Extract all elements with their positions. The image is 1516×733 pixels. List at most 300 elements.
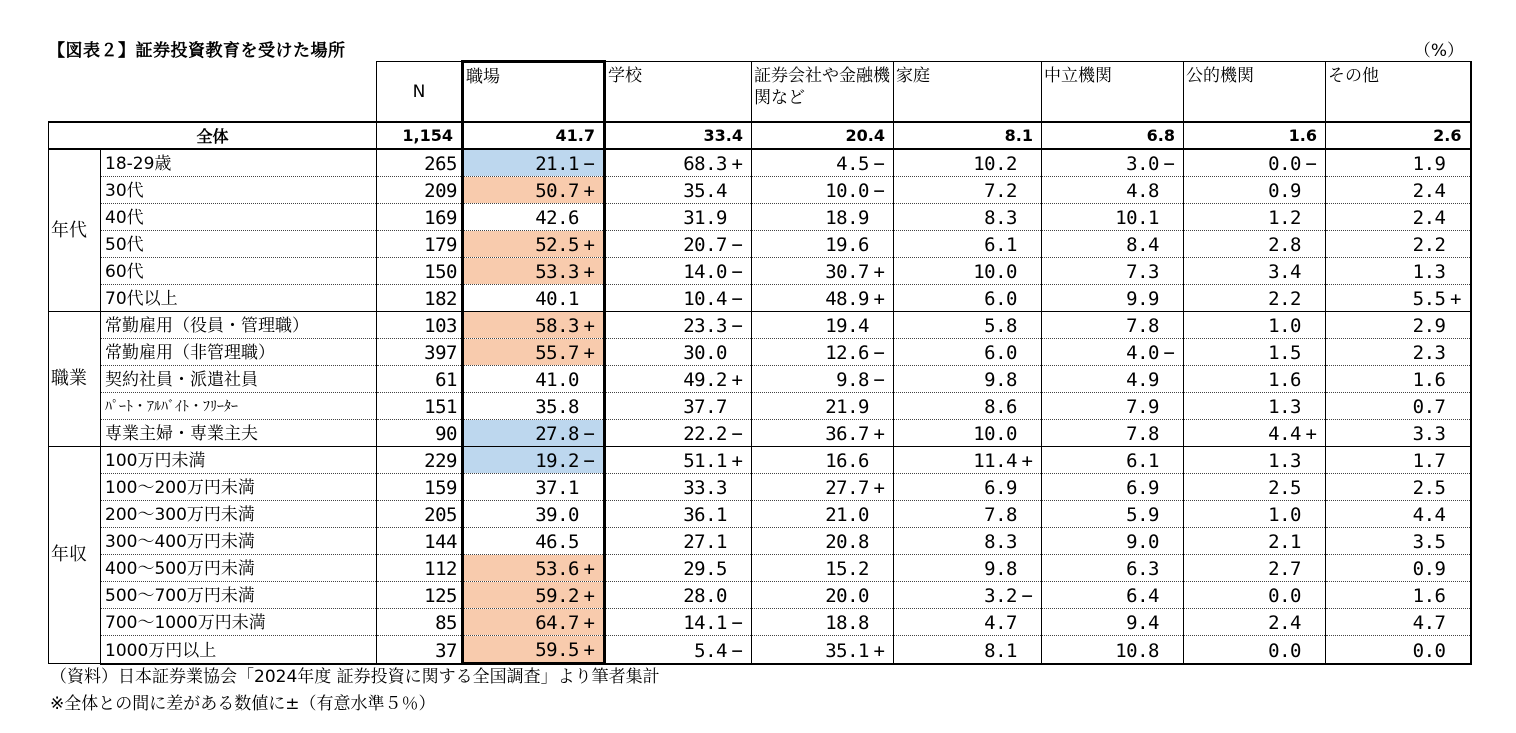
cell-neutral-org bbox=[1042, 609, 1184, 636]
cell-value: 37.1 bbox=[535, 477, 579, 499]
table-row bbox=[49, 447, 1471, 474]
cell-value: 4.0 bbox=[1126, 342, 1159, 364]
cell-value: 20.8 bbox=[825, 531, 869, 553]
cell-school bbox=[605, 420, 752, 447]
cell-value: 8.3 bbox=[984, 207, 1017, 229]
cell-school bbox=[605, 582, 752, 609]
cell-securities-firm bbox=[752, 149, 894, 177]
cell-value: 6.4 bbox=[1126, 585, 1159, 607]
table-row bbox=[49, 636, 1471, 664]
cell-workplace bbox=[463, 258, 605, 285]
table-row bbox=[49, 231, 1471, 258]
cell-neutral-org bbox=[1042, 177, 1184, 204]
significance-mark: + bbox=[873, 288, 885, 310]
significance-mark: − bbox=[731, 261, 743, 283]
cell-public-org bbox=[1184, 339, 1326, 366]
row-n: 112 bbox=[377, 555, 463, 582]
cell-value: 59.2 bbox=[535, 585, 579, 607]
row-n: 125 bbox=[377, 582, 463, 609]
total-n: 1,154 bbox=[377, 122, 463, 149]
row-label: 60代 bbox=[101, 258, 377, 285]
row-label: 400～500万円未満 bbox=[101, 555, 377, 582]
total-label: 全体 bbox=[49, 122, 377, 149]
significance-mark: + bbox=[873, 261, 885, 283]
cell-neutral-org bbox=[1042, 366, 1184, 393]
cell-value: 9.4 bbox=[1126, 612, 1159, 634]
significance-mark: − bbox=[731, 288, 743, 310]
cell-other bbox=[1326, 420, 1471, 447]
cell-public-org bbox=[1184, 609, 1326, 636]
cell-home bbox=[894, 312, 1042, 339]
row-label: ﾊﾟｰﾄ・ｱﾙﾊﾞｲﾄ・ﾌﾘｰﾀｰ bbox=[101, 393, 377, 420]
cell-home bbox=[894, 420, 1042, 447]
cell-value: 10.2 bbox=[973, 153, 1017, 175]
cell-value: 10.8 bbox=[1115, 639, 1159, 662]
significance-mark: − bbox=[731, 234, 743, 256]
cell-workplace bbox=[463, 177, 605, 204]
significance-mark: + bbox=[873, 639, 885, 662]
cell-value: 40.1 bbox=[535, 288, 579, 310]
cell-other bbox=[1326, 366, 1471, 393]
significance-mark: − bbox=[731, 423, 743, 445]
cell-other bbox=[1326, 393, 1471, 420]
cell-home bbox=[894, 393, 1042, 420]
cell-other bbox=[1326, 474, 1471, 501]
cell-value: 21.9 bbox=[825, 396, 869, 418]
significance-mark: + bbox=[583, 639, 595, 661]
cell-other bbox=[1326, 582, 1471, 609]
row-label: 契約社員・派遣社員 bbox=[101, 366, 377, 393]
cell-value: 2.7 bbox=[1268, 558, 1301, 580]
cell-value: 46.5 bbox=[535, 531, 579, 553]
cell-value: 4.9 bbox=[1126, 369, 1159, 391]
table-row bbox=[49, 582, 1471, 609]
cell-other bbox=[1326, 636, 1471, 664]
cell-value: 53.3 bbox=[535, 261, 579, 283]
row-label: 30代 bbox=[101, 177, 377, 204]
row-n: 90 bbox=[377, 420, 463, 447]
cell-workplace bbox=[463, 339, 605, 366]
significance-mark: + bbox=[583, 558, 595, 580]
cell-value: 0.9 bbox=[1412, 558, 1446, 580]
significance-mark: − bbox=[1021, 585, 1033, 607]
header-row bbox=[49, 62, 1471, 123]
cell-value: 2.5 bbox=[1268, 477, 1301, 499]
source-note: （資料）日本証券業協会「2024年度 証券投資に関する全国調査」より筆者集計 bbox=[50, 667, 660, 687]
row-n: 144 bbox=[377, 528, 463, 555]
cell-workplace bbox=[463, 636, 605, 664]
cell-securities-firm bbox=[752, 231, 894, 258]
cell-value: 2.5 bbox=[1412, 477, 1446, 499]
significance-mark: + bbox=[1021, 450, 1033, 472]
cell-value: 9.0 bbox=[1126, 531, 1159, 553]
cell-school bbox=[605, 339, 752, 366]
significance-mark: − bbox=[583, 153, 595, 175]
cell-neutral-org bbox=[1042, 393, 1184, 420]
row-label: 40代 bbox=[101, 204, 377, 231]
row-n: 103 bbox=[377, 312, 463, 339]
cell-workplace bbox=[463, 474, 605, 501]
significance-mark: − bbox=[731, 315, 743, 337]
cell-value: 6.3 bbox=[1126, 558, 1159, 580]
cell-public-org bbox=[1184, 555, 1326, 582]
cell-value: 20.0 bbox=[825, 585, 869, 607]
cell-value: 39.0 bbox=[535, 504, 579, 526]
cell-home bbox=[894, 204, 1042, 231]
cell-value: 7.8 bbox=[1126, 315, 1159, 337]
cell-value: 4.8 bbox=[1126, 180, 1159, 202]
cell-securities-firm bbox=[752, 582, 894, 609]
group-label: 年収 bbox=[49, 447, 101, 664]
row-n: 151 bbox=[377, 393, 463, 420]
cell-value: 36.1 bbox=[683, 504, 727, 526]
cell-securities-firm bbox=[752, 501, 894, 528]
cell-value: 3.3 bbox=[1412, 423, 1446, 445]
cell-public-org bbox=[1184, 528, 1326, 555]
table-row bbox=[49, 528, 1471, 555]
significance-mark: + bbox=[583, 612, 595, 634]
cell-public-org bbox=[1184, 420, 1326, 447]
cell-value: 36.7 bbox=[825, 423, 869, 445]
cell-public-org bbox=[1184, 285, 1326, 312]
cell-workplace bbox=[463, 447, 605, 474]
significance-mark: + bbox=[583, 261, 595, 283]
row-n: 61 bbox=[377, 366, 463, 393]
cell-value: 1.0 bbox=[1268, 315, 1301, 337]
cell-neutral-org bbox=[1042, 636, 1184, 664]
cell-value: 10.0 bbox=[973, 261, 1017, 283]
significance-mark: + bbox=[731, 153, 743, 175]
cell-public-org bbox=[1184, 204, 1326, 231]
row-n: 397 bbox=[377, 339, 463, 366]
cell-value: 9.8 bbox=[984, 558, 1017, 580]
cell-public-org bbox=[1184, 501, 1326, 528]
cell-neutral-org bbox=[1042, 447, 1184, 474]
table-row bbox=[49, 204, 1471, 231]
cell-value: 0.0 bbox=[1268, 585, 1301, 607]
cell-home bbox=[894, 636, 1042, 664]
cell-value: 27.8 bbox=[535, 423, 579, 445]
cell-value: 37.7 bbox=[683, 396, 727, 418]
cell-value: 19.4 bbox=[825, 315, 869, 337]
row-label: 300～400万円未満 bbox=[101, 528, 377, 555]
unit-label: （%） bbox=[1413, 41, 1464, 61]
cell-value: 1.6 bbox=[1412, 585, 1446, 607]
cell-value: 30.7 bbox=[825, 261, 869, 283]
cell-value: 35.1 bbox=[825, 639, 869, 662]
cell-public-org bbox=[1184, 366, 1326, 393]
table-row bbox=[49, 366, 1471, 393]
cell-neutral-org bbox=[1042, 420, 1184, 447]
table-row bbox=[49, 501, 1471, 528]
cell-public-org bbox=[1184, 447, 1326, 474]
cell-value: 48.9 bbox=[825, 288, 869, 310]
cell-home bbox=[894, 528, 1042, 555]
cell-securities-firm bbox=[752, 420, 894, 447]
cell-value: 1.6 bbox=[1268, 369, 1301, 391]
cell-value: 14.0 bbox=[683, 261, 727, 283]
cell-workplace bbox=[463, 285, 605, 312]
cell-workplace bbox=[463, 528, 605, 555]
cell-value: 2.8 bbox=[1268, 234, 1301, 256]
row-label: 常勤雇用（非管理職） bbox=[101, 339, 377, 366]
row-label: 常勤雇用（役員・管理職） bbox=[101, 312, 377, 339]
header-n: N bbox=[377, 62, 463, 123]
row-n: 229 bbox=[377, 447, 463, 474]
significance-mark: − bbox=[1305, 153, 1317, 175]
cell-neutral-org bbox=[1042, 204, 1184, 231]
significance-mark: − bbox=[1163, 342, 1175, 364]
cell-school bbox=[605, 555, 752, 582]
cell-value: 35.8 bbox=[535, 396, 579, 418]
total-school: 33.4 bbox=[605, 122, 752, 149]
cell-workplace bbox=[463, 501, 605, 528]
cell-securities-firm bbox=[752, 204, 894, 231]
cell-neutral-org bbox=[1042, 339, 1184, 366]
row-n: 265 bbox=[377, 149, 463, 177]
cell-home bbox=[894, 366, 1042, 393]
row-label: 50代 bbox=[101, 231, 377, 258]
table-row bbox=[49, 312, 1471, 339]
table-row bbox=[49, 555, 1471, 582]
cell-value: 21.0 bbox=[825, 504, 869, 526]
header-public-org: 公的機関 bbox=[1184, 62, 1326, 123]
cell-other bbox=[1326, 258, 1471, 285]
cell-value: 2.9 bbox=[1412, 315, 1446, 337]
cell-securities-firm bbox=[752, 528, 894, 555]
cell-neutral-org bbox=[1042, 528, 1184, 555]
cell-value: 22.2 bbox=[683, 423, 727, 445]
cell-value: 53.6 bbox=[535, 558, 579, 580]
table-row bbox=[49, 177, 1471, 204]
cell-home bbox=[894, 474, 1042, 501]
group-label: 職業 bbox=[49, 312, 101, 447]
header-school: 学校 bbox=[605, 62, 752, 123]
row-n: 179 bbox=[377, 231, 463, 258]
cell-value: 2.4 bbox=[1412, 207, 1446, 229]
cell-value: 5.4 bbox=[694, 639, 727, 662]
cell-value: 50.7 bbox=[535, 180, 579, 202]
total-neutral-org: 6.8 bbox=[1042, 122, 1184, 149]
cell-value: 19.2 bbox=[535, 450, 579, 472]
cell-other bbox=[1326, 339, 1471, 366]
header-securities-firm: 証券会社や金融機関など bbox=[752, 62, 894, 123]
cell-school bbox=[605, 149, 752, 177]
significance-mark: − bbox=[1163, 153, 1175, 175]
cell-school bbox=[605, 528, 752, 555]
cell-securities-firm bbox=[752, 609, 894, 636]
row-n: 150 bbox=[377, 258, 463, 285]
cell-value: 10.4 bbox=[683, 288, 727, 310]
total-public-org: 1.6 bbox=[1184, 122, 1326, 149]
cell-value: 35.4 bbox=[683, 180, 727, 202]
cell-value: 42.6 bbox=[535, 207, 579, 229]
group-label: 年代 bbox=[49, 149, 101, 312]
table-row bbox=[49, 474, 1471, 501]
cell-value: 2.2 bbox=[1268, 288, 1301, 310]
cell-other bbox=[1326, 149, 1471, 177]
cell-securities-firm bbox=[752, 393, 894, 420]
cell-value: 18.9 bbox=[825, 207, 869, 229]
cell-other bbox=[1326, 501, 1471, 528]
cell-home bbox=[894, 447, 1042, 474]
cell-value: 31.9 bbox=[683, 207, 727, 229]
cell-school bbox=[605, 231, 752, 258]
row-label: 18-29歳 bbox=[101, 149, 377, 177]
cell-securities-firm bbox=[752, 636, 894, 664]
cell-home bbox=[894, 285, 1042, 312]
cell-school bbox=[605, 312, 752, 339]
cell-value: 15.2 bbox=[825, 558, 869, 580]
total-row bbox=[49, 122, 1471, 149]
data-table bbox=[48, 60, 1472, 665]
cell-value: 5.8 bbox=[984, 315, 1017, 337]
significance-mark: + bbox=[1450, 288, 1461, 310]
cell-neutral-org bbox=[1042, 474, 1184, 501]
cell-home bbox=[894, 258, 1042, 285]
cell-other bbox=[1326, 528, 1471, 555]
total-home: 8.1 bbox=[894, 122, 1042, 149]
significance-mark: + bbox=[873, 477, 885, 499]
cell-value: 2.1 bbox=[1268, 531, 1301, 553]
row-n: 205 bbox=[377, 501, 463, 528]
cell-value: 3.5 bbox=[1412, 531, 1446, 553]
cell-home bbox=[894, 582, 1042, 609]
row-n: 169 bbox=[377, 204, 463, 231]
cell-neutral-org bbox=[1042, 501, 1184, 528]
cell-value: 30.0 bbox=[683, 342, 727, 364]
cell-home bbox=[894, 231, 1042, 258]
cell-school bbox=[605, 501, 752, 528]
cell-value: 52.5 bbox=[535, 234, 579, 256]
significance-mark: + bbox=[731, 450, 743, 472]
cell-value: 6.9 bbox=[1126, 477, 1159, 499]
cell-value: 5.5 bbox=[1412, 288, 1446, 310]
cell-value: 68.3 bbox=[683, 153, 727, 175]
row-label: 専業主婦・専業主夫 bbox=[101, 420, 377, 447]
significance-mark: + bbox=[731, 369, 743, 391]
cell-value: 27.1 bbox=[683, 531, 727, 553]
cell-school bbox=[605, 258, 752, 285]
cell-value: 16.6 bbox=[825, 450, 869, 472]
cell-value: 6.1 bbox=[1126, 450, 1159, 472]
cell-home bbox=[894, 555, 1042, 582]
cell-value: 23.3 bbox=[683, 315, 727, 337]
cell-other bbox=[1326, 447, 1471, 474]
table-row bbox=[49, 420, 1471, 447]
significance-mark: − bbox=[873, 342, 885, 364]
cell-public-org bbox=[1184, 582, 1326, 609]
cell-value: 4.7 bbox=[984, 612, 1017, 634]
cell-public-org bbox=[1184, 258, 1326, 285]
header-home: 家庭 bbox=[894, 62, 1042, 123]
cell-workplace bbox=[463, 231, 605, 258]
cell-workplace bbox=[463, 609, 605, 636]
cell-value: 2.4 bbox=[1268, 612, 1301, 634]
significance-mark: + bbox=[583, 342, 595, 364]
row-label: 700～1000万円未満 bbox=[101, 609, 377, 636]
cell-neutral-org bbox=[1042, 312, 1184, 339]
cell-securities-firm bbox=[752, 285, 894, 312]
cell-public-org bbox=[1184, 312, 1326, 339]
significance-mark: + bbox=[583, 585, 595, 607]
significance-mark: + bbox=[583, 234, 595, 256]
row-n: 37 bbox=[377, 636, 463, 664]
cell-school bbox=[605, 636, 752, 664]
table-row bbox=[49, 149, 1471, 177]
row-n: 85 bbox=[377, 609, 463, 636]
cell-neutral-org bbox=[1042, 582, 1184, 609]
cell-home bbox=[894, 177, 1042, 204]
cell-neutral-org bbox=[1042, 258, 1184, 285]
cell-public-org bbox=[1184, 393, 1326, 420]
cell-value: 2.4 bbox=[1412, 180, 1446, 202]
cell-value: 8.1 bbox=[984, 639, 1017, 662]
significance-mark: − bbox=[731, 612, 743, 634]
cell-value: 6.0 bbox=[984, 342, 1017, 364]
cell-securities-firm bbox=[752, 366, 894, 393]
total-workplace: 41.7 bbox=[463, 122, 605, 149]
cell-workplace bbox=[463, 393, 605, 420]
cell-securities-firm bbox=[752, 339, 894, 366]
cell-home bbox=[894, 501, 1042, 528]
cell-securities-firm bbox=[752, 474, 894, 501]
significance-mark: − bbox=[583, 423, 595, 445]
cell-value: 12.6 bbox=[825, 342, 869, 364]
row-label: 100万円未満 bbox=[101, 447, 377, 474]
cell-value: 4.5 bbox=[836, 153, 869, 175]
cell-value: 21.1 bbox=[535, 153, 579, 175]
cell-school bbox=[605, 474, 752, 501]
cell-value: 1.9 bbox=[1412, 153, 1446, 175]
table-title: 【図表２】証券投資教育を受けた場所 bbox=[48, 41, 346, 61]
cell-value: 18.8 bbox=[825, 612, 869, 634]
header-other: その他 bbox=[1326, 62, 1471, 123]
cell-value: 0.7 bbox=[1412, 396, 1446, 418]
cell-value: 1.5 bbox=[1268, 342, 1301, 364]
table-row bbox=[49, 285, 1471, 312]
cell-value: 0.9 bbox=[1268, 180, 1301, 202]
cell-value: 4.7 bbox=[1412, 612, 1446, 634]
cell-other bbox=[1326, 231, 1471, 258]
cell-value: 1.3 bbox=[1412, 261, 1446, 283]
cell-neutral-org bbox=[1042, 285, 1184, 312]
cell-other bbox=[1326, 204, 1471, 231]
cell-value: 10.1 bbox=[1115, 207, 1159, 229]
cell-workplace bbox=[463, 420, 605, 447]
table-row bbox=[49, 339, 1471, 366]
cell-school bbox=[605, 177, 752, 204]
cell-value: 3.0 bbox=[1126, 153, 1159, 175]
cell-value: 7.3 bbox=[1126, 261, 1159, 283]
cell-value: 4.4 bbox=[1268, 423, 1301, 445]
cell-public-org bbox=[1184, 149, 1326, 177]
significance-mark: − bbox=[873, 180, 885, 202]
cell-value: 28.0 bbox=[683, 585, 727, 607]
cell-value: 11.4 bbox=[973, 450, 1017, 472]
cell-neutral-org bbox=[1042, 231, 1184, 258]
row-label: 70代以上 bbox=[101, 285, 377, 312]
cell-school bbox=[605, 366, 752, 393]
cell-value: 8.3 bbox=[984, 531, 1017, 553]
cell-school bbox=[605, 285, 752, 312]
row-label: 200～300万円未満 bbox=[101, 501, 377, 528]
cell-value: 27.7 bbox=[825, 477, 869, 499]
cell-value: 0.0 bbox=[1268, 639, 1301, 662]
cell-value: 1.7 bbox=[1412, 450, 1446, 472]
cell-home bbox=[894, 149, 1042, 177]
cell-securities-firm bbox=[752, 312, 894, 339]
